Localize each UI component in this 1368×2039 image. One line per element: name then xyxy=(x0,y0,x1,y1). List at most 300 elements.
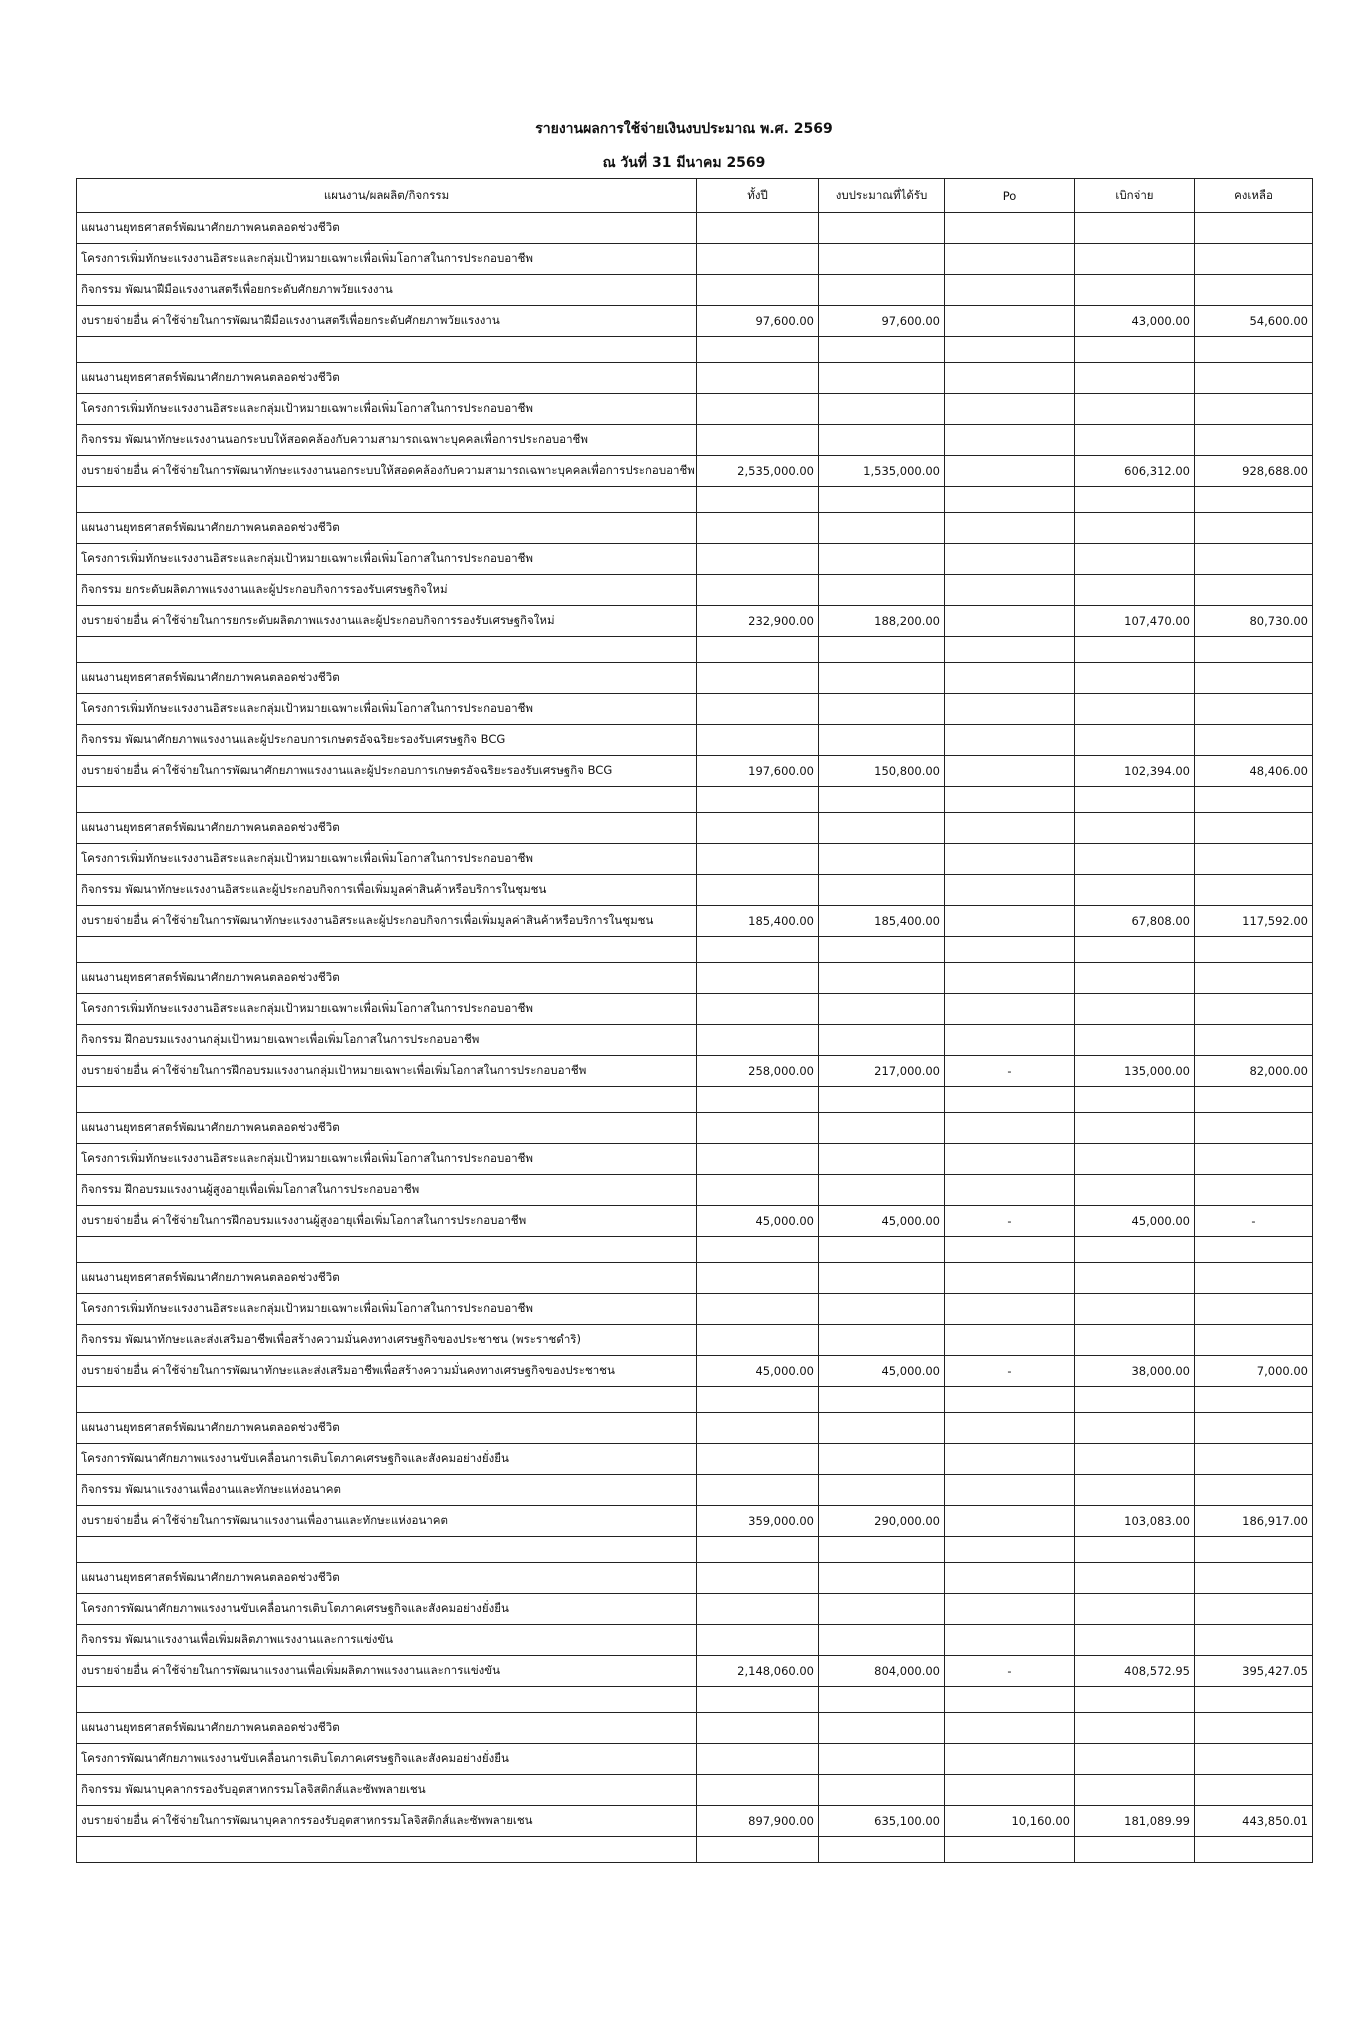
cell-received xyxy=(819,1025,945,1056)
table-row xyxy=(77,1656,1313,1687)
cell-po xyxy=(945,1837,1075,1863)
row-description: แผนงานยุทธศาสตร์พัฒนาศักยภาพคนตลอดช่วงชีวิต xyxy=(77,513,697,544)
cell-po xyxy=(945,1475,1075,1506)
row-description: แผนงานยุทธศาสตร์พัฒนาศักยภาพคนตลอดช่วงชีวิต xyxy=(77,963,697,994)
cell-spent xyxy=(1075,994,1195,1025)
cell-po xyxy=(945,1687,1075,1713)
table-row xyxy=(77,1444,1313,1475)
table-row xyxy=(77,363,1313,394)
cell-spent xyxy=(1075,1594,1195,1625)
cell-remaining xyxy=(1195,575,1313,606)
table-row xyxy=(77,213,1313,244)
cell-po xyxy=(945,1594,1075,1625)
cell-spent xyxy=(1075,694,1195,725)
cell-total xyxy=(697,844,819,875)
cell-total: 232,900.00 xyxy=(697,606,819,637)
table-row xyxy=(77,1806,1313,1837)
cell-po xyxy=(945,1775,1075,1806)
row-description xyxy=(77,487,697,513)
cell-remaining xyxy=(1195,1237,1313,1263)
cell-total xyxy=(697,394,819,425)
cell-total xyxy=(697,544,819,575)
cell-received xyxy=(819,994,945,1025)
cell-total: 258,000.00 xyxy=(697,1056,819,1087)
table-row xyxy=(77,994,1313,1025)
report-date: ณ วันที่ 31 มีนาคม 2569 xyxy=(602,155,766,171)
cell-remaining xyxy=(1195,1713,1313,1744)
cell-spent xyxy=(1075,963,1195,994)
row-description xyxy=(77,637,697,663)
col-header-received: งบประมาณที่ได้รับ xyxy=(819,179,945,213)
cell-total xyxy=(697,1744,819,1775)
cell-remaining xyxy=(1195,213,1313,244)
table-row xyxy=(77,394,1313,425)
cell-po xyxy=(945,1237,1075,1263)
cell-remaining: 928,688.00 xyxy=(1195,456,1313,487)
row-description: กิจกรรม พัฒนาศักยภาพแรงงานและผู้ประกอบการเกษตรอัจฉริยะรองรับเศรษฐกิจ BCG xyxy=(77,725,697,756)
cell-po xyxy=(945,1744,1075,1775)
cell-remaining: 395,427.05 xyxy=(1195,1656,1313,1687)
row-description: งบรายจ่ายอื่น ค่าใช้จ่ายในการพัฒนาแรงงานเพื่องานและทักษะแห่งอนาคต xyxy=(77,1506,697,1537)
table-row xyxy=(77,1475,1313,1506)
cell-total xyxy=(697,1594,819,1625)
row-description: โครงการเพิ่มทักษะแรงงานอิสระและกลุ่มเป้าหมายเฉพาะเพื่อเพิ่มโอกาสในการประกอบอาชีพ xyxy=(77,544,697,575)
cell-received: 45,000.00 xyxy=(819,1356,945,1387)
table-row xyxy=(77,1144,1313,1175)
cell-spent xyxy=(1075,663,1195,694)
cell-received: 45,000.00 xyxy=(819,1206,945,1237)
cell-spent xyxy=(1075,937,1195,963)
cell-total xyxy=(697,1294,819,1325)
cell-po xyxy=(945,937,1075,963)
table-row xyxy=(77,1537,1313,1563)
cell-po xyxy=(945,1325,1075,1356)
cell-remaining xyxy=(1195,513,1313,544)
table-row xyxy=(77,1625,1313,1656)
cell-received xyxy=(819,1837,945,1863)
cell-received xyxy=(819,487,945,513)
row-description: กิจกรรม พัฒนาทักษะแรงงานนอกระบบให้สอดคล้องกับความสามารถเฉพาะบุคคลเพื่อการประกอบอาชีพ xyxy=(77,425,697,456)
cell-total xyxy=(697,1087,819,1113)
table-row xyxy=(77,694,1313,725)
cell-spent xyxy=(1075,1387,1195,1413)
table-row xyxy=(77,575,1313,606)
cell-spent: 67,808.00 xyxy=(1075,906,1195,937)
row-description: แผนงานยุทธศาสตร์พัฒนาศักยภาพคนตลอดช่วงชีวิต xyxy=(77,363,697,394)
cell-spent xyxy=(1075,1837,1195,1863)
table-row xyxy=(77,544,1313,575)
cell-received: 188,200.00 xyxy=(819,606,945,637)
cell-po xyxy=(945,1625,1075,1656)
cell-spent: 45,000.00 xyxy=(1075,1206,1195,1237)
row-description xyxy=(77,1087,697,1113)
cell-po xyxy=(945,725,1075,756)
row-description: โครงการพัฒนาศักยภาพแรงงานขับเคลื่อนการเติบโตภาคเศรษฐกิจและสังคมอย่างยั่งยืน xyxy=(77,1594,697,1625)
cell-total xyxy=(697,937,819,963)
cell-spent: 103,083.00 xyxy=(1075,1506,1195,1537)
table-row xyxy=(77,1206,1313,1237)
table-row xyxy=(77,425,1313,456)
cell-received xyxy=(819,844,945,875)
table-row xyxy=(77,906,1313,937)
cell-remaining xyxy=(1195,1444,1313,1475)
cell-spent xyxy=(1075,1294,1195,1325)
cell-total: 185,400.00 xyxy=(697,906,819,937)
cell-total xyxy=(697,337,819,363)
row-description: กิจกรรม พัฒนาทักษะแรงงานอิสระและผู้ประกอบกิจการเพื่อเพิ่มมูลค่าสินค้าหรือบริการในชุมชน xyxy=(77,875,697,906)
table-row xyxy=(77,1263,1313,1294)
cell-received xyxy=(819,1325,945,1356)
cell-remaining xyxy=(1195,994,1313,1025)
cell-received xyxy=(819,1475,945,1506)
cell-remaining xyxy=(1195,394,1313,425)
cell-spent xyxy=(1075,1144,1195,1175)
cell-remaining xyxy=(1195,694,1313,725)
cell-total: 197,600.00 xyxy=(697,756,819,787)
cell-received: 1,535,000.00 xyxy=(819,456,945,487)
cell-po xyxy=(945,487,1075,513)
cell-total: 897,900.00 xyxy=(697,1806,819,1837)
cell-remaining xyxy=(1195,1537,1313,1563)
table-row xyxy=(77,1594,1313,1625)
cell-spent xyxy=(1075,1475,1195,1506)
cell-spent xyxy=(1075,1025,1195,1056)
table-row xyxy=(77,844,1313,875)
cell-spent: 43,000.00 xyxy=(1075,306,1195,337)
cell-received xyxy=(819,1537,945,1563)
cell-po xyxy=(945,606,1075,637)
cell-po: - xyxy=(945,1056,1075,1087)
cell-remaining xyxy=(1195,1325,1313,1356)
cell-po xyxy=(945,694,1075,725)
cell-remaining: 117,592.00 xyxy=(1195,906,1313,937)
cell-spent xyxy=(1075,725,1195,756)
cell-spent xyxy=(1075,363,1195,394)
table-row xyxy=(77,1175,1313,1206)
cell-received: 97,600.00 xyxy=(819,306,945,337)
cell-spent xyxy=(1075,1263,1195,1294)
cell-total xyxy=(697,487,819,513)
table-row xyxy=(77,1356,1313,1387)
row-description xyxy=(77,787,697,813)
cell-received xyxy=(819,1294,945,1325)
row-description: กิจกรรม พัฒนาทักษะและส่งเสริมอาชีพเพื่อสร้างความมั่นคงทางเศรษฐกิจของประชาชน (พระราชดำริ) xyxy=(77,1325,697,1356)
cell-po xyxy=(945,1537,1075,1563)
cell-spent xyxy=(1075,1444,1195,1475)
col-header-spent: เบิกจ่าย xyxy=(1075,179,1195,213)
row-description: งบรายจ่ายอื่น ค่าใช้จ่ายในการฝึกอบรมแรงงานกลุ่มเป้าหมายเฉพาะเพื่อเพิ่มโอกาสในการประกอบอาชีพ xyxy=(77,1056,697,1087)
cell-spent xyxy=(1075,1113,1195,1144)
cell-total: 2,535,000.00 xyxy=(697,456,819,487)
cell-total xyxy=(697,663,819,694)
cell-spent xyxy=(1075,1087,1195,1113)
cell-spent xyxy=(1075,1175,1195,1206)
table-row xyxy=(77,456,1313,487)
cell-po xyxy=(945,844,1075,875)
row-description: กิจกรรม ยกระดับผลิตภาพแรงงานและผู้ประกอบกิจการรองรับเศรษฐกิจใหม่ xyxy=(77,575,697,606)
table-row xyxy=(77,1113,1313,1144)
cell-spent xyxy=(1075,1713,1195,1744)
cell-spent xyxy=(1075,1413,1195,1444)
cell-po xyxy=(945,425,1075,456)
cell-total xyxy=(697,1113,819,1144)
cell-po xyxy=(945,337,1075,363)
cell-remaining xyxy=(1195,1837,1313,1863)
cell-po xyxy=(945,813,1075,844)
cell-received xyxy=(819,244,945,275)
cell-total: 45,000.00 xyxy=(697,1206,819,1237)
cell-received xyxy=(819,544,945,575)
cell-po xyxy=(945,663,1075,694)
cell-spent xyxy=(1075,213,1195,244)
row-description: กิจกรรม พัฒนาบุคลากรรองรับอุตสาหกรรมโลจิสติกส์และซัพพลายเชน xyxy=(77,1775,697,1806)
cell-total xyxy=(697,275,819,306)
row-description: โครงการเพิ่มทักษะแรงงานอิสระและกลุ่มเป้าหมายเฉพาะเพื่อเพิ่มโอกาสในการประกอบอาชีพ xyxy=(77,694,697,725)
cell-received xyxy=(819,337,945,363)
cell-total xyxy=(697,1625,819,1656)
table-row xyxy=(77,663,1313,694)
table-row xyxy=(77,487,1313,513)
cell-total xyxy=(697,1175,819,1206)
table-row xyxy=(77,1506,1313,1537)
cell-received xyxy=(819,1263,945,1294)
row-description: แผนงานยุทธศาสตร์พัฒนาศักยภาพคนตลอดช่วงชีวิต xyxy=(77,663,697,694)
cell-po xyxy=(945,1113,1075,1144)
report-title: รายงานผลการใช้จ่ายเงินงบประมาณ พ.ศ. 2569 xyxy=(535,121,833,137)
table-row xyxy=(77,1687,1313,1713)
cell-remaining xyxy=(1195,875,1313,906)
cell-po xyxy=(945,275,1075,306)
row-description: แผนงานยุทธศาสตร์พัฒนาศักยภาพคนตลอดช่วงชีวิต xyxy=(77,213,697,244)
table-row xyxy=(77,1056,1313,1087)
cell-remaining xyxy=(1195,337,1313,363)
cell-received xyxy=(819,1444,945,1475)
cell-total xyxy=(697,1687,819,1713)
cell-total xyxy=(697,963,819,994)
cell-total xyxy=(697,1563,819,1594)
cell-po xyxy=(945,1175,1075,1206)
table-row xyxy=(77,337,1313,363)
row-description: กิจกรรม ฝึกอบรมแรงงานกลุ่มเป้าหมายเฉพาะเพื่อเพิ่มโอกาสในการประกอบอาชีพ xyxy=(77,1025,697,1056)
cell-remaining: 54,600.00 xyxy=(1195,306,1313,337)
cell-received xyxy=(819,1625,945,1656)
cell-po xyxy=(945,1713,1075,1744)
cell-total xyxy=(697,575,819,606)
cell-remaining xyxy=(1195,1563,1313,1594)
cell-remaining xyxy=(1195,487,1313,513)
cell-spent xyxy=(1075,813,1195,844)
cell-remaining xyxy=(1195,425,1313,456)
row-description: กิจกรรม ฝึกอบรมแรงงานผู้สูงอายุเพื่อเพิ่มโอกาสในการประกอบอาชีพ xyxy=(77,1175,697,1206)
cell-po: - xyxy=(945,1356,1075,1387)
cell-remaining xyxy=(1195,544,1313,575)
cell-total: 359,000.00 xyxy=(697,1506,819,1537)
row-description xyxy=(77,937,697,963)
table-row xyxy=(77,1775,1313,1806)
row-description xyxy=(77,337,697,363)
table-row xyxy=(77,606,1313,637)
table-row xyxy=(77,787,1313,813)
cell-remaining xyxy=(1195,1113,1313,1144)
cell-received xyxy=(819,663,945,694)
cell-total xyxy=(697,1444,819,1475)
col-header-remaining: คงเหลือ xyxy=(1195,179,1313,213)
cell-remaining xyxy=(1195,1687,1313,1713)
cell-po xyxy=(945,513,1075,544)
cell-remaining xyxy=(1195,1413,1313,1444)
cell-remaining xyxy=(1195,663,1313,694)
cell-spent xyxy=(1075,1325,1195,1356)
cell-spent xyxy=(1075,544,1195,575)
cell-po: - xyxy=(945,1656,1075,1687)
cell-spent xyxy=(1075,1625,1195,1656)
cell-received xyxy=(819,513,945,544)
cell-total xyxy=(697,425,819,456)
table-row xyxy=(77,1325,1313,1356)
cell-received: 290,000.00 xyxy=(819,1506,945,1537)
table-row xyxy=(77,275,1313,306)
cell-received xyxy=(819,937,945,963)
cell-remaining xyxy=(1195,1294,1313,1325)
cell-remaining: 80,730.00 xyxy=(1195,606,1313,637)
row-description: โครงการพัฒนาศักยภาพแรงงานขับเคลื่อนการเติบโตภาคเศรษฐกิจและสังคมอย่างยั่งยืน xyxy=(77,1744,697,1775)
row-description: แผนงานยุทธศาสตร์พัฒนาศักยภาพคนตลอดช่วงชีวิต xyxy=(77,1563,697,1594)
cell-remaining xyxy=(1195,1475,1313,1506)
table-row xyxy=(77,725,1313,756)
row-description xyxy=(77,1387,697,1413)
cell-spent: 606,312.00 xyxy=(1075,456,1195,487)
cell-remaining xyxy=(1195,1144,1313,1175)
cell-remaining xyxy=(1195,813,1313,844)
table-row xyxy=(77,1294,1313,1325)
row-description: โครงการพัฒนาศักยภาพแรงงานขับเคลื่อนการเติบโตภาคเศรษฐกิจและสังคมอย่างยั่งยืน xyxy=(77,1444,697,1475)
row-description: งบรายจ่ายอื่น ค่าใช้จ่ายในการพัฒนาทักษะและส่งเสริมอาชีพเพื่อสร้างความมั่นคงทางเศรษฐกิจของประชาชน xyxy=(77,1356,697,1387)
cell-received xyxy=(819,725,945,756)
cell-remaining xyxy=(1195,1594,1313,1625)
cell-spent xyxy=(1075,513,1195,544)
row-description: โครงการเพิ่มทักษะแรงงานอิสระและกลุ่มเป้าหมายเฉพาะเพื่อเพิ่มโอกาสในการประกอบอาชีพ xyxy=(77,1294,697,1325)
cell-remaining: 443,850.01 xyxy=(1195,1806,1313,1837)
col-header-total: ทั้งปี xyxy=(697,179,819,213)
col-header-plan: แผนงาน/ผลผลิต/กิจกรรม xyxy=(77,179,697,213)
cell-po xyxy=(945,394,1075,425)
cell-spent xyxy=(1075,1237,1195,1263)
cell-total xyxy=(697,1775,819,1806)
cell-received xyxy=(819,1175,945,1206)
cell-received: 217,000.00 xyxy=(819,1056,945,1087)
cell-po xyxy=(945,963,1075,994)
table-row xyxy=(77,1413,1313,1444)
cell-remaining xyxy=(1195,244,1313,275)
col-header-po: Po xyxy=(945,179,1075,213)
cell-remaining xyxy=(1195,1744,1313,1775)
cell-po xyxy=(945,787,1075,813)
cell-received xyxy=(819,1687,945,1713)
cell-total xyxy=(697,787,819,813)
cell-received xyxy=(819,1387,945,1413)
cell-received xyxy=(819,1113,945,1144)
cell-received xyxy=(819,963,945,994)
row-description: งบรายจ่ายอื่น ค่าใช้จ่ายในการพัฒนาบุคลากรรองรับอุตสาหกรรมโลจิสติกส์และซัพพลายเชน xyxy=(77,1806,697,1837)
cell-received: 804,000.00 xyxy=(819,1656,945,1687)
row-description: กิจกรรม พัฒนาแรงงานเพื่อเพิ่มผลิตภาพแรงงานและการแข่งขัน xyxy=(77,1625,697,1656)
cell-total xyxy=(697,1025,819,1056)
cell-remaining xyxy=(1195,725,1313,756)
row-description: งบรายจ่ายอื่น ค่าใช้จ่ายในการพัฒนาศักยภาพแรงงานและผู้ประกอบการเกษตรอัจฉริยะรองรับเศรษฐกิจ BCG xyxy=(77,756,697,787)
cell-total xyxy=(697,637,819,663)
cell-received xyxy=(819,1237,945,1263)
cell-remaining: 7,000.00 xyxy=(1195,1356,1313,1387)
table-body xyxy=(77,213,1313,1863)
cell-total: 2,148,060.00 xyxy=(697,1656,819,1687)
budget-table xyxy=(76,178,1313,1863)
table-header-row xyxy=(77,179,1313,213)
cell-spent xyxy=(1075,787,1195,813)
cell-received xyxy=(819,637,945,663)
cell-received xyxy=(819,1594,945,1625)
cell-spent: 408,572.95 xyxy=(1075,1656,1195,1687)
table-row xyxy=(77,1025,1313,1056)
cell-total xyxy=(697,1537,819,1563)
row-description: แผนงานยุทธศาสตร์พัฒนาศักยภาพคนตลอดช่วงชีวิต xyxy=(77,1413,697,1444)
cell-received xyxy=(819,275,945,306)
cell-received xyxy=(819,875,945,906)
cell-po: 10,160.00 xyxy=(945,1806,1075,1837)
cell-po xyxy=(945,244,1075,275)
table-row xyxy=(77,637,1313,663)
cell-remaining xyxy=(1195,844,1313,875)
row-description: โครงการเพิ่มทักษะแรงงานอิสระและกลุ่มเป้าหมายเฉพาะเพื่อเพิ่มโอกาสในการประกอบอาชีพ xyxy=(77,244,697,275)
cell-remaining xyxy=(1195,787,1313,813)
cell-remaining: 186,917.00 xyxy=(1195,1506,1313,1537)
cell-po xyxy=(945,637,1075,663)
cell-received xyxy=(819,425,945,456)
cell-received xyxy=(819,1144,945,1175)
cell-total xyxy=(697,213,819,244)
cell-received: 150,800.00 xyxy=(819,756,945,787)
row-description: โครงการเพิ่มทักษะแรงงานอิสระและกลุ่มเป้าหมายเฉพาะเพื่อเพิ่มโอกาสในการประกอบอาชีพ xyxy=(77,994,697,1025)
row-description: งบรายจ่ายอื่น ค่าใช้จ่ายในการยกระดับผลิตภาพแรงงานและผู้ประกอบกิจการรองรับเศรษฐกิจใหม่ xyxy=(77,606,697,637)
cell-total xyxy=(697,725,819,756)
cell-spent: 38,000.00 xyxy=(1075,1356,1195,1387)
cell-total xyxy=(697,513,819,544)
cell-remaining: - xyxy=(1195,1206,1313,1237)
cell-total: 45,000.00 xyxy=(697,1356,819,1387)
cell-spent xyxy=(1075,875,1195,906)
cell-total xyxy=(697,994,819,1025)
cell-po xyxy=(945,1025,1075,1056)
table-row xyxy=(77,1837,1313,1863)
row-description: งบรายจ่ายอื่น ค่าใช้จ่ายในการฝึกอบรมแรงงานผู้สูงอายุเพื่อเพิ่มโอกาสในการประกอบอาชีพ xyxy=(77,1206,697,1237)
cell-remaining xyxy=(1195,937,1313,963)
cell-spent: 107,470.00 xyxy=(1075,606,1195,637)
row-description: งบรายจ่ายอื่น ค่าใช้จ่ายในการพัฒนาฝีมือแรงงานสตรีเพื่อยกระดับศักยภาพวัยแรงงาน xyxy=(77,306,697,337)
cell-spent: 102,394.00 xyxy=(1075,756,1195,787)
table-row xyxy=(77,875,1313,906)
cell-total xyxy=(697,875,819,906)
cell-po xyxy=(945,1563,1075,1594)
cell-po xyxy=(945,875,1075,906)
table-row xyxy=(77,513,1313,544)
cell-spent xyxy=(1075,487,1195,513)
cell-remaining xyxy=(1195,275,1313,306)
cell-po xyxy=(945,363,1075,394)
cell-po xyxy=(945,906,1075,937)
cell-po xyxy=(945,1144,1075,1175)
cell-received xyxy=(819,787,945,813)
cell-po xyxy=(945,1444,1075,1475)
cell-total xyxy=(697,363,819,394)
